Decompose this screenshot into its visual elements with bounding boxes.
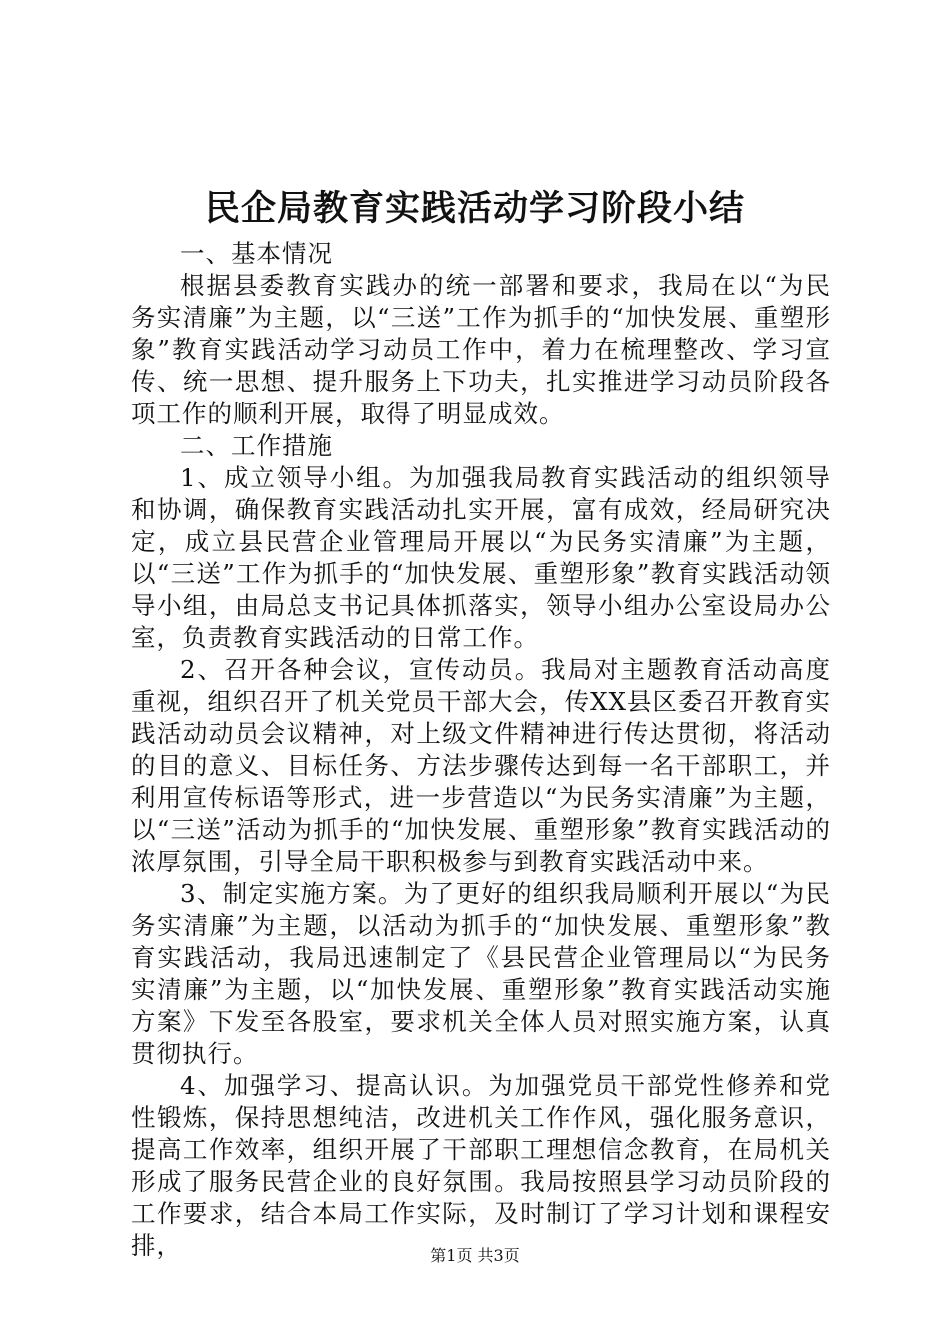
paragraph-measure-1: 1、成立领导小组。为加强我局教育实践活动的组织领导和协调，确保教育实践活动扎实开展，富有成效，经局研究决定，成立县民营企业管理局开展以“为民务实清廉”为主题，以“三送”工作为抓手的“加快发展、重塑形象”教育实践活动领导小组，由局总支书记具体抓落实，领导小组办公室设局办公室，负责教育实践活动的日常工作。 xyxy=(131,463,831,652)
paragraph-measure-4: 4、加强学习、提高认识。为加强党员干部党性修养和党性锻炼，保持思想纯洁，改进机关工作作风，强化服务意识，提高工作效率，组织开展了干部职工理想信念教育，在局机关形成了服务民营企业的良好氛围。我局按照县学习动员阶段的工作要求，结合本局工作实际，及时制订了学习计划和课程安排， xyxy=(131,1071,831,1260)
page-number-footer: 第1页 共3页 xyxy=(430,1246,520,1265)
paragraph-measure-3: 3、制定实施方案。为了更好的组织我局顺利开展以“为民务实清廉”为主题，以活动为抓手的“加快发展、重塑形象”教育实践活动，我局迅速制定了《县民营企业管理局以“为民务实清廉”为主题，以“加快发展、重塑形象”教育实践活动实施方案》下发至各股室，要求机关全体人员对照实施方案，认真贯彻执行。 xyxy=(131,879,831,1068)
paragraph-measure-2: 2、召开各种会议，宣传动员。我局对主题教育活动高度重视，组织召开了机关党员干部大会，传XX县区委召开教育实践活动动员会议精神，对上级文件精神进行传达贯彻，将活动的目的意义、目标任务、方法步骤传达到每一名干部职工，并利用宣传标语等形式，进一步营造以“为民务实清廉”为主题，以“三送”活动为抓手的“加快发展、重塑形象”教育实践活动的浓厚氛围，引导全局干职积极参与到教育实践活动中来。 xyxy=(131,655,831,876)
paragraph-basic-situation: 根据县委教育实践办的统一部署和要求，我局在以“为民务实清廉”为主题，以“三送”工作为抓手的“加快发展、重塑形象”教育实践活动学习动员工作中，着力在梳理整改、学习宣传、统一思想、提升服务上下功夫，扎实推进学习动员阶段各项工作的顺利开展，取得了明显成效。 xyxy=(131,271,831,428)
document-title: 民企局教育实践活动学习阶段小结 xyxy=(204,189,745,229)
section-heading-basic: 一、基本情况 xyxy=(180,239,333,268)
document-body xyxy=(131,238,831,1262)
section-heading-measures: 二、工作措施 xyxy=(180,431,333,460)
